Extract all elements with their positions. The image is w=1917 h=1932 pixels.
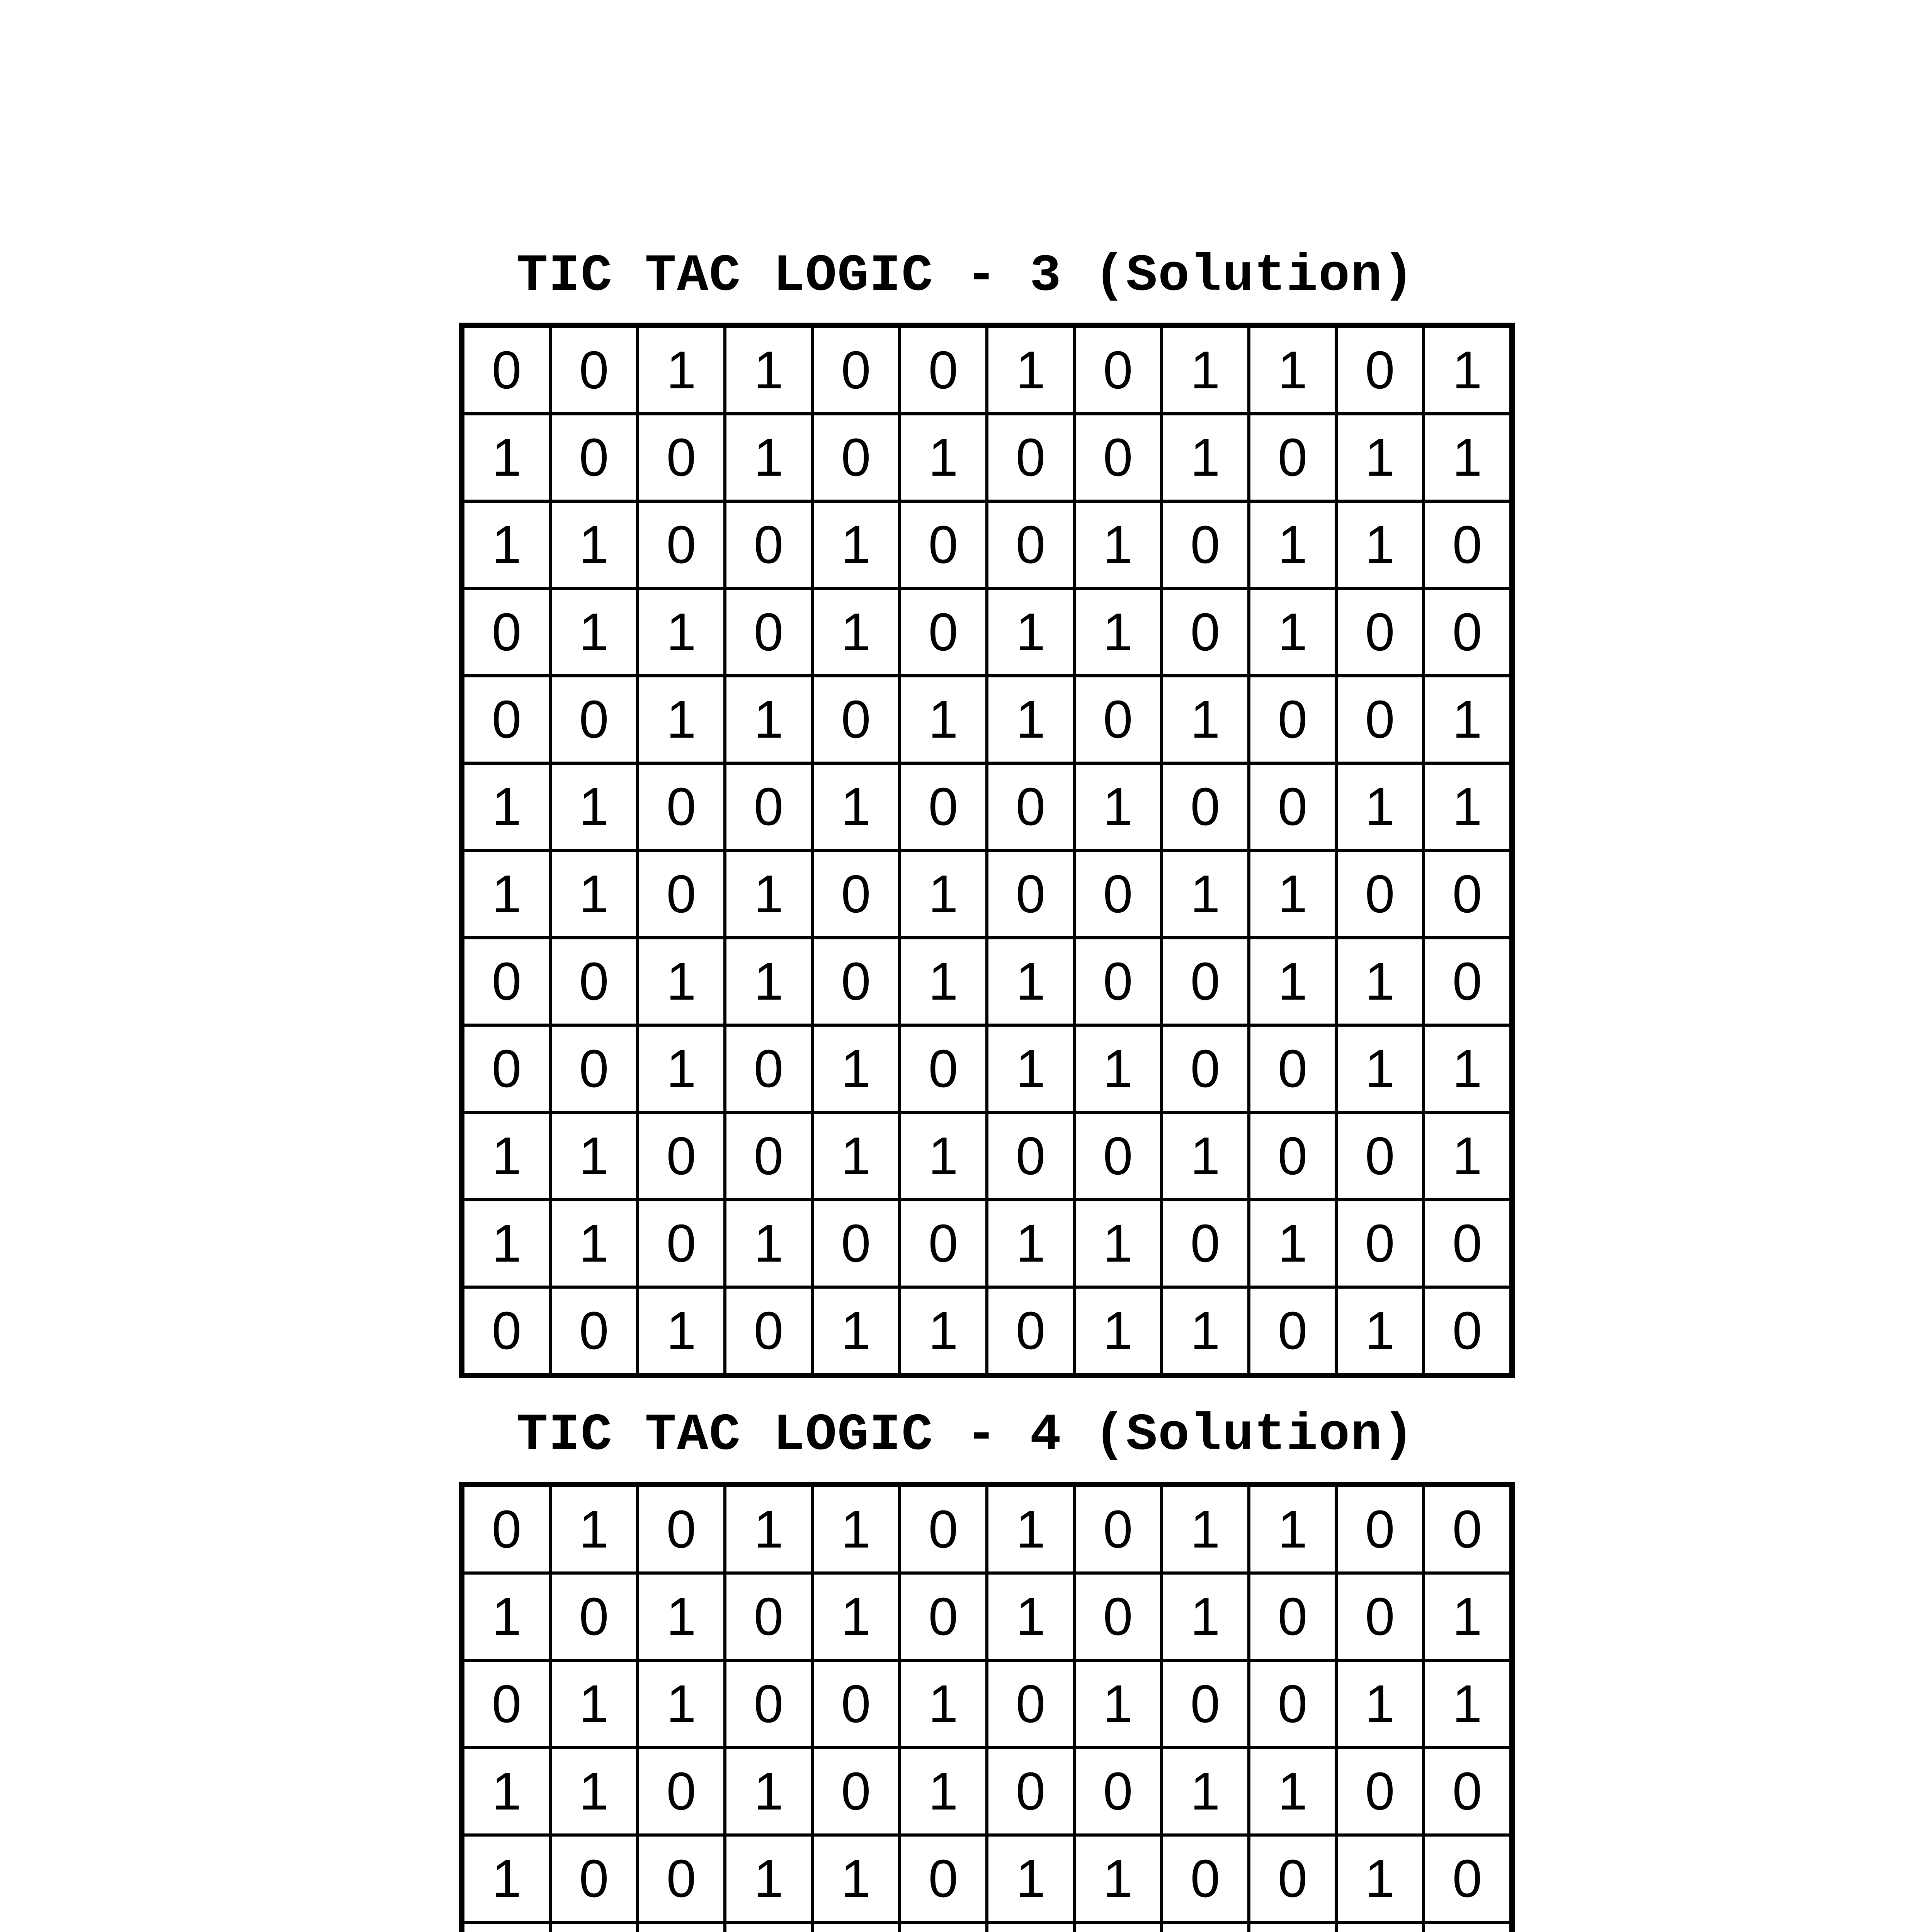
grid-cell: 0 bbox=[1424, 1200, 1512, 1287]
grid-cell: 0 bbox=[638, 501, 725, 588]
grid-cell: 1 bbox=[638, 938, 725, 1025]
grid-cell bbox=[462, 1922, 550, 1932]
grid-cell: 0 bbox=[550, 414, 638, 501]
grid-cell: 1 bbox=[1249, 588, 1336, 676]
grid-cell: 1 bbox=[987, 1573, 1074, 1660]
grid-cell: 0 bbox=[1162, 763, 1249, 850]
grid-cell: 0 bbox=[638, 1112, 725, 1200]
grid-cell: 1 bbox=[550, 1112, 638, 1200]
grid-cell: 1 bbox=[1162, 1748, 1249, 1835]
grid-cell: 0 bbox=[1424, 1748, 1512, 1835]
grid-cell: 0 bbox=[1162, 501, 1249, 588]
grid-cell: 1 bbox=[550, 1748, 638, 1835]
grid-cell: 1 bbox=[462, 1112, 550, 1200]
grid-cell: 1 bbox=[900, 1112, 987, 1200]
grid-cell: 1 bbox=[1424, 676, 1512, 763]
grid-cell: 0 bbox=[462, 938, 550, 1025]
grid-row bbox=[462, 1287, 1512, 1376]
grid-cell: 1 bbox=[725, 850, 812, 938]
grid-cell: 0 bbox=[812, 414, 900, 501]
grid-cell: 1 bbox=[812, 1835, 900, 1922]
grid-cell: 0 bbox=[812, 1660, 900, 1748]
grid-cell: 1 bbox=[1249, 938, 1336, 1025]
grid-cell: 1 bbox=[1336, 938, 1424, 1025]
puzzle-3 bbox=[459, 240, 1482, 1378]
grid-cell: 1 bbox=[638, 1025, 725, 1112]
grid-cell: 1 bbox=[812, 588, 900, 676]
grid-cell: 1 bbox=[1074, 1025, 1162, 1112]
grid-cell: 1 bbox=[638, 1287, 725, 1376]
grid-cell: 1 bbox=[725, 1485, 812, 1573]
grid-cell: 0 bbox=[1074, 938, 1162, 1025]
grid-row bbox=[462, 676, 1512, 763]
grid-cell: 0 bbox=[725, 588, 812, 676]
grid-cell: 0 bbox=[725, 1287, 812, 1376]
grid-cell: 0 bbox=[462, 1025, 550, 1112]
grid-cell: 0 bbox=[987, 501, 1074, 588]
grid-cell: 1 bbox=[1162, 850, 1249, 938]
grid-cell: 0 bbox=[987, 1287, 1074, 1376]
grid-cell: 1 bbox=[462, 1200, 550, 1287]
grid-cell: 0 bbox=[812, 676, 900, 763]
grid-cell: 0 bbox=[900, 588, 987, 676]
grid-cell: 0 bbox=[1424, 1835, 1512, 1922]
grid-row bbox=[462, 1485, 1512, 1573]
grid-cell: 1 bbox=[462, 1573, 550, 1660]
grid-cell: 1 bbox=[1249, 850, 1336, 938]
grid-cell: 0 bbox=[462, 1660, 550, 1748]
grid-cell: 0 bbox=[1074, 1748, 1162, 1835]
grid-cell: 1 bbox=[812, 1025, 900, 1112]
grid-cell: 1 bbox=[1336, 501, 1424, 588]
grid-cell: 1 bbox=[1249, 501, 1336, 588]
grid-cell: 0 bbox=[725, 501, 812, 588]
grid-cell: 1 bbox=[1162, 1287, 1249, 1376]
grid-cell: 1 bbox=[1074, 588, 1162, 676]
grid-cell: 1 bbox=[1249, 1200, 1336, 1287]
grid-cell: 1 bbox=[987, 938, 1074, 1025]
grid-cell: 1 bbox=[1424, 414, 1512, 501]
grid-cell: 0 bbox=[638, 1485, 725, 1573]
grid-cell: 1 bbox=[987, 1835, 1074, 1922]
grid-cell: 0 bbox=[1336, 1485, 1424, 1573]
grid-cell: 1 bbox=[550, 501, 638, 588]
grid-cell: 1 bbox=[812, 1485, 900, 1573]
solution-grid bbox=[459, 1482, 1515, 1932]
grid-cell: 1 bbox=[987, 676, 1074, 763]
grid-cell: 1 bbox=[550, 1200, 638, 1287]
grid-cell: 0 bbox=[900, 1573, 987, 1660]
grid-cell bbox=[812, 1922, 900, 1932]
grid-cell: 0 bbox=[1074, 676, 1162, 763]
grid-cell: 0 bbox=[638, 1200, 725, 1287]
grid-cell: 0 bbox=[900, 1025, 987, 1112]
grid-row bbox=[462, 1025, 1512, 1112]
grid-cell: 0 bbox=[725, 1660, 812, 1748]
grid-cell: 1 bbox=[725, 1835, 812, 1922]
grid-row bbox=[462, 1660, 1512, 1748]
grid-cell: 1 bbox=[900, 1660, 987, 1748]
grid-row bbox=[462, 1112, 1512, 1200]
grid-cell: 0 bbox=[1074, 850, 1162, 938]
grid-cell: 1 bbox=[900, 1287, 987, 1376]
grid-cell bbox=[1249, 1922, 1336, 1932]
grid-cell: 0 bbox=[1336, 1748, 1424, 1835]
grid-cell: 1 bbox=[1162, 414, 1249, 501]
grid-cell: 0 bbox=[1162, 588, 1249, 676]
grid-cell: 0 bbox=[1074, 325, 1162, 414]
grid-cell: 1 bbox=[725, 1200, 812, 1287]
grid-cell: 0 bbox=[638, 850, 725, 938]
grid-cell: 1 bbox=[462, 1835, 550, 1922]
grid-cell: 1 bbox=[812, 763, 900, 850]
grid-row bbox=[462, 1835, 1512, 1922]
grid-cell: 0 bbox=[462, 325, 550, 414]
grid-cell: 1 bbox=[1336, 414, 1424, 501]
grid-cell bbox=[987, 1922, 1074, 1932]
grid-cell bbox=[900, 1922, 987, 1932]
grid-cell bbox=[1162, 1922, 1249, 1932]
grid-cell: 1 bbox=[1336, 1660, 1424, 1748]
grid-cell: 0 bbox=[900, 1200, 987, 1287]
grid-cell: 0 bbox=[900, 325, 987, 414]
grid-cell: 0 bbox=[1074, 1112, 1162, 1200]
grid-cell: 0 bbox=[1336, 588, 1424, 676]
puzzle-title: TIC TAC LOGIC - 4 (Solution) bbox=[516, 1406, 1415, 1465]
grid-cell: 1 bbox=[812, 1287, 900, 1376]
grid-cell: 1 bbox=[812, 501, 900, 588]
grid-cell: 0 bbox=[550, 1287, 638, 1376]
grid-cell: 0 bbox=[1249, 1112, 1336, 1200]
grid-cell: 1 bbox=[900, 676, 987, 763]
grid-cell: 1 bbox=[462, 414, 550, 501]
grid-cell: 1 bbox=[1336, 1025, 1424, 1112]
grid-cell: 0 bbox=[1336, 850, 1424, 938]
grid-row bbox=[462, 325, 1512, 414]
grid-cell bbox=[725, 1922, 812, 1932]
grid-cell bbox=[550, 1922, 638, 1932]
grid-cell: 1 bbox=[1424, 1025, 1512, 1112]
grid-cell: 1 bbox=[1336, 763, 1424, 850]
grid-cell: 1 bbox=[900, 850, 987, 938]
grid-cell: 0 bbox=[550, 676, 638, 763]
grid-cell: 1 bbox=[638, 1573, 725, 1660]
grid-cell: 0 bbox=[1249, 1025, 1336, 1112]
grid-cell: 0 bbox=[462, 588, 550, 676]
grid-cell: 0 bbox=[812, 1748, 900, 1835]
grid-row bbox=[462, 1922, 1512, 1932]
grid-cell: 0 bbox=[1074, 1485, 1162, 1573]
solution-grid bbox=[459, 323, 1515, 1378]
grid-cell: 0 bbox=[462, 676, 550, 763]
grid-cell: 0 bbox=[812, 325, 900, 414]
grid-row bbox=[462, 1573, 1512, 1660]
grid-cell: 0 bbox=[812, 1200, 900, 1287]
grid-cell: 1 bbox=[638, 325, 725, 414]
grid-cell: 1 bbox=[462, 850, 550, 938]
grid-row bbox=[462, 850, 1512, 938]
grid-cell: 1 bbox=[1162, 1112, 1249, 1200]
grid-row bbox=[462, 763, 1512, 850]
grid-cell: 0 bbox=[1336, 1200, 1424, 1287]
grid-cell: 1 bbox=[638, 676, 725, 763]
grid-cell: 0 bbox=[1162, 1660, 1249, 1748]
grid-cell: 1 bbox=[812, 1112, 900, 1200]
grid-cell: 0 bbox=[812, 850, 900, 938]
grid-cell: 1 bbox=[638, 588, 725, 676]
grid-cell: 1 bbox=[987, 588, 1074, 676]
grid-cell: 1 bbox=[1162, 676, 1249, 763]
grid-cell: 1 bbox=[462, 1748, 550, 1835]
grid-cell: 1 bbox=[900, 1748, 987, 1835]
grid-cell: 1 bbox=[1249, 325, 1336, 414]
grid-cell: 0 bbox=[550, 1025, 638, 1112]
grid-cell: 1 bbox=[725, 676, 812, 763]
grid-cell: 0 bbox=[1336, 325, 1424, 414]
grid-cell: 1 bbox=[1249, 1485, 1336, 1573]
grid-cell: 0 bbox=[462, 1287, 550, 1376]
grid-cell: 0 bbox=[1336, 1573, 1424, 1660]
grid-cell: 0 bbox=[1249, 676, 1336, 763]
grid-cell: 1 bbox=[1162, 1485, 1249, 1573]
grid-cell: 0 bbox=[1424, 1287, 1512, 1376]
grid-cell: 0 bbox=[1249, 1835, 1336, 1922]
grid-cell: 0 bbox=[1074, 414, 1162, 501]
grid-cell: 0 bbox=[1162, 1025, 1249, 1112]
grid-cell: 0 bbox=[1249, 1573, 1336, 1660]
grid-cell: 1 bbox=[1424, 325, 1512, 414]
grid-cell: 0 bbox=[812, 938, 900, 1025]
grid-cell: 0 bbox=[638, 1835, 725, 1922]
grid-cell: 0 bbox=[1162, 938, 1249, 1025]
grid-cell: 1 bbox=[1074, 1835, 1162, 1922]
grid-row bbox=[462, 938, 1512, 1025]
grid-cell bbox=[638, 1922, 725, 1932]
grid-cell: 0 bbox=[1162, 1200, 1249, 1287]
grid-cell: 1 bbox=[1074, 1287, 1162, 1376]
grid-cell: 1 bbox=[1162, 325, 1249, 414]
grid-cell bbox=[1424, 1922, 1512, 1932]
grid-cell: 0 bbox=[900, 1835, 987, 1922]
grid-cell: 1 bbox=[725, 938, 812, 1025]
grid-cell: 1 bbox=[1074, 1200, 1162, 1287]
grid-cell: 0 bbox=[900, 1485, 987, 1573]
grid-cell: 1 bbox=[1074, 763, 1162, 850]
grid-cell: 0 bbox=[1162, 1835, 1249, 1922]
grid-cell: 1 bbox=[462, 501, 550, 588]
grid-cell: 1 bbox=[550, 850, 638, 938]
grid-row bbox=[462, 588, 1512, 676]
grid-cell: 1 bbox=[1424, 763, 1512, 850]
grid-cell: 0 bbox=[1336, 1112, 1424, 1200]
grid-cell: 0 bbox=[987, 1112, 1074, 1200]
grid-cell bbox=[1074, 1922, 1162, 1932]
grid-row bbox=[462, 1200, 1512, 1287]
grid-cell: 0 bbox=[725, 763, 812, 850]
grid-cell: 0 bbox=[987, 414, 1074, 501]
grid-cell: 1 bbox=[812, 1573, 900, 1660]
grid-cell: 1 bbox=[1249, 1748, 1336, 1835]
grid-cell bbox=[1336, 1922, 1424, 1932]
grid-cell: 1 bbox=[1336, 1287, 1424, 1376]
grid-cell: 0 bbox=[638, 763, 725, 850]
grid-cell: 0 bbox=[638, 414, 725, 501]
grid-cell: 0 bbox=[900, 763, 987, 850]
grid-cell: 1 bbox=[725, 1748, 812, 1835]
grid-cell: 1 bbox=[550, 1485, 638, 1573]
grid-cell: 0 bbox=[1249, 1660, 1336, 1748]
grid-cell: 0 bbox=[987, 1748, 1074, 1835]
grid-cell: 0 bbox=[1424, 501, 1512, 588]
grid-cell: 1 bbox=[1424, 1660, 1512, 1748]
grid-cell: 1 bbox=[900, 414, 987, 501]
grid-cell: 1 bbox=[1074, 501, 1162, 588]
grid-cell: 1 bbox=[987, 1485, 1074, 1573]
grid-row bbox=[462, 1748, 1512, 1835]
grid-cell: 0 bbox=[725, 1025, 812, 1112]
grid-cell: 1 bbox=[987, 325, 1074, 414]
grid-cell: 1 bbox=[550, 763, 638, 850]
grid-cell: 0 bbox=[900, 501, 987, 588]
grid-cell: 0 bbox=[1424, 850, 1512, 938]
grid-cell: 0 bbox=[550, 938, 638, 1025]
grid-cell: 0 bbox=[638, 1748, 725, 1835]
grid-cell: 0 bbox=[987, 763, 1074, 850]
grid-cell: 1 bbox=[638, 1660, 725, 1748]
grid-cell: 1 bbox=[725, 414, 812, 501]
grid-row bbox=[462, 414, 1512, 501]
grid-cell: 0 bbox=[1336, 676, 1424, 763]
grid-cell: 0 bbox=[725, 1573, 812, 1660]
grid-cell: 0 bbox=[725, 1112, 812, 1200]
grid-cell: 0 bbox=[1424, 588, 1512, 676]
grid-cell: 0 bbox=[462, 1485, 550, 1573]
grid-cell: 0 bbox=[1424, 1485, 1512, 1573]
grid-cell: 1 bbox=[987, 1200, 1074, 1287]
grid-row bbox=[462, 501, 1512, 588]
grid-cell: 0 bbox=[1074, 1573, 1162, 1660]
grid-cell: 1 bbox=[1336, 1835, 1424, 1922]
grid-cell: 0 bbox=[1249, 763, 1336, 850]
grid-cell: 1 bbox=[550, 1660, 638, 1748]
grid-cell: 1 bbox=[550, 588, 638, 676]
grid-cell: 0 bbox=[550, 325, 638, 414]
grid-cell: 1 bbox=[987, 1025, 1074, 1112]
grid-cell: 1 bbox=[1162, 1573, 1249, 1660]
puzzle-4 bbox=[459, 1399, 1482, 1932]
grid-cell: 1 bbox=[1424, 1112, 1512, 1200]
grid-cell: 0 bbox=[987, 850, 1074, 938]
grid-cell: 0 bbox=[1249, 1287, 1336, 1376]
grid-cell: 0 bbox=[550, 1835, 638, 1922]
grid-cell: 0 bbox=[987, 1660, 1074, 1748]
grid-cell: 1 bbox=[462, 763, 550, 850]
puzzle-title: TIC TAC LOGIC - 3 (Solution) bbox=[516, 247, 1415, 306]
grid-cell: 1 bbox=[1424, 1573, 1512, 1660]
grid-cell: 0 bbox=[1249, 414, 1336, 501]
grid-cell: 1 bbox=[725, 325, 812, 414]
grid-cell: 1 bbox=[1074, 1660, 1162, 1748]
grid-cell: 0 bbox=[550, 1573, 638, 1660]
grid-cell: 0 bbox=[1424, 938, 1512, 1025]
grid-cell: 1 bbox=[900, 938, 987, 1025]
